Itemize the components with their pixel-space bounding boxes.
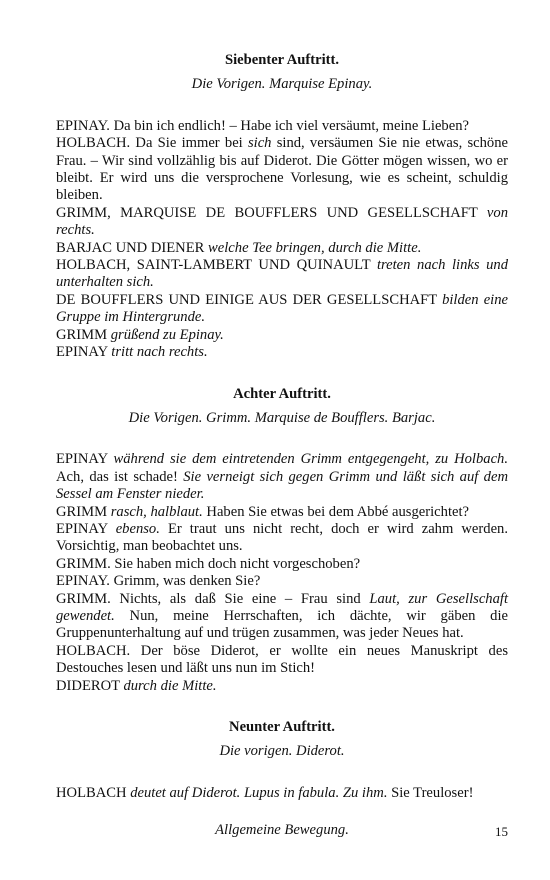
speech-text: EPINAY [56,451,114,468]
scene-9-title: Neunter Auftritt. [229,719,335,735]
stage-direction-text: durch die Mitte. [123,677,217,694]
speech-text: HOLBACH. Da Sie immer bei [56,135,248,152]
speech-line [56,573,508,590]
scene-8-title: Achter Auftritt. [233,385,331,402]
speech-line [56,504,508,521]
speech-text: HOLBACH, SAINT-LAMBERT UND QUINAULT [56,257,377,274]
speech-line [56,344,508,361]
speech-text: BARJAC UND DIENER [56,239,209,256]
speech-text: DIDEROT [56,677,124,694]
speech-line [56,205,508,240]
speech-text: sind, versäumen Sie nie etwas, schöne Frau. – Wir sind vollzählig bis auf Diderot. Die Götter mögen wissen, wo er bleibt. Er wird uns die versprochene Vorlesung, wie es scheint, schuldig bleiben. [56,135,508,204]
stage-direction-text: treten nach links und unterhalten sich. [56,257,508,291]
speech-line [56,678,508,695]
speech-line [56,240,508,257]
speech-line [56,451,508,503]
speech-line [56,643,508,678]
stage-direction-text: welche Tee bringen, durch die Mitte. [208,239,422,256]
stage-direction-text: Laut, zur Gesellschaft gewendet. [56,590,508,624]
speech-text: EPINAY. Da bin ich endlich! – Habe ich viel versäumt, meine Lieben? [56,117,469,134]
stage-direction-text: deutet auf Diderot. Lupus in fabula. Zu ihm. [130,784,388,801]
stage-direction-text: von rechts. [56,204,508,239]
stage-direction-text: während sie dem eintretenden Grimm entgegengeht, zu Holbach. [113,451,508,468]
scene-8-dialogue [56,451,508,695]
scene-9-dialogue [56,785,508,802]
stage-direction-text: ebenso. [115,520,160,537]
speech-line [56,292,508,327]
speech-line [56,118,508,135]
speech-text: Sie Treuloser! [387,784,474,801]
speech-text: Ach, das ist schade! [56,468,184,485]
stage-direction-text: tritt nach rechts. [111,344,208,361]
stage-direction-text: Sie verneigt sich gegen Grimm und läßt sich auf dem Sessel am Fenster nieder. [56,468,508,503]
speech-text: Er traut uns nicht recht, doch er wird zahm werden. Vorsichtig, man beobachtet uns. [56,520,508,555]
scene-7-cast: Die Vorigen. Marquise Epinay. [191,76,373,93]
stage-direction-text: sich [247,135,272,152]
scene-7-title: Siebenter Auftritt. [224,52,340,68]
speech-line [56,785,508,802]
scene-8-cast: Die Vorigen. Grimm. Marquise de Boufflers. Barjac. [128,409,436,426]
speech-text: GRIMM [56,326,111,343]
speech-text: DE BOUFFLERS UND EINIGE AUS DER GESELLSCHAFT [56,291,443,308]
scene-7-dialogue [56,118,508,362]
speech-line [56,556,508,573]
speech-line [56,521,508,556]
play-page [56,52,508,840]
scene-9-cast: Die vorigen. Diderot. [219,743,345,760]
stage-direction: Allgemeine Bewegung. [215,822,349,839]
speech-text: Haben Sie etwas bei dem Abbé ausgerichtet? [202,503,470,520]
speech-text: Nun, meine Herrschaften, ich dächte, wir gäben die Gruppenunterhaltung auf und trügen zusammen, was jeder Neues hat. [56,607,508,642]
speech-line [56,327,508,344]
speech-text: GRIMM. Sie haben mich doch nicht vorgeschoben? [56,555,361,572]
speech-text: GRIMM [56,503,111,520]
page-number: 15 [495,824,508,839]
stage-direction-text: bilden eine Gruppe im Hintergrunde. [56,291,508,326]
speech-text: HOLBACH [56,784,131,801]
speech-text: EPINAY. Grimm, was denken Sie? [56,573,261,590]
stage-direction-text: grüßend zu Epinay. [110,326,224,343]
speech-text: GRIMM. Nichts, als daß Sie eine – Frau sind [56,590,370,607]
speech-text: GRIMM, MARQUISE DE BOUFFLERS UND GESELLSCHAFT [56,204,487,221]
speech-line [56,257,508,292]
speech-text: HOLBACH. Der böse Diderot, er wollte ein neues Manuskript des Destouches lesen und läßt uns nun im Stich! [56,642,508,677]
speech-text: EPINAY [56,344,112,361]
speech-text: EPINAY [56,520,116,537]
stage-direction-text: rasch, halblaut. [110,503,203,520]
speech-line [56,591,508,643]
speech-line [56,135,508,205]
